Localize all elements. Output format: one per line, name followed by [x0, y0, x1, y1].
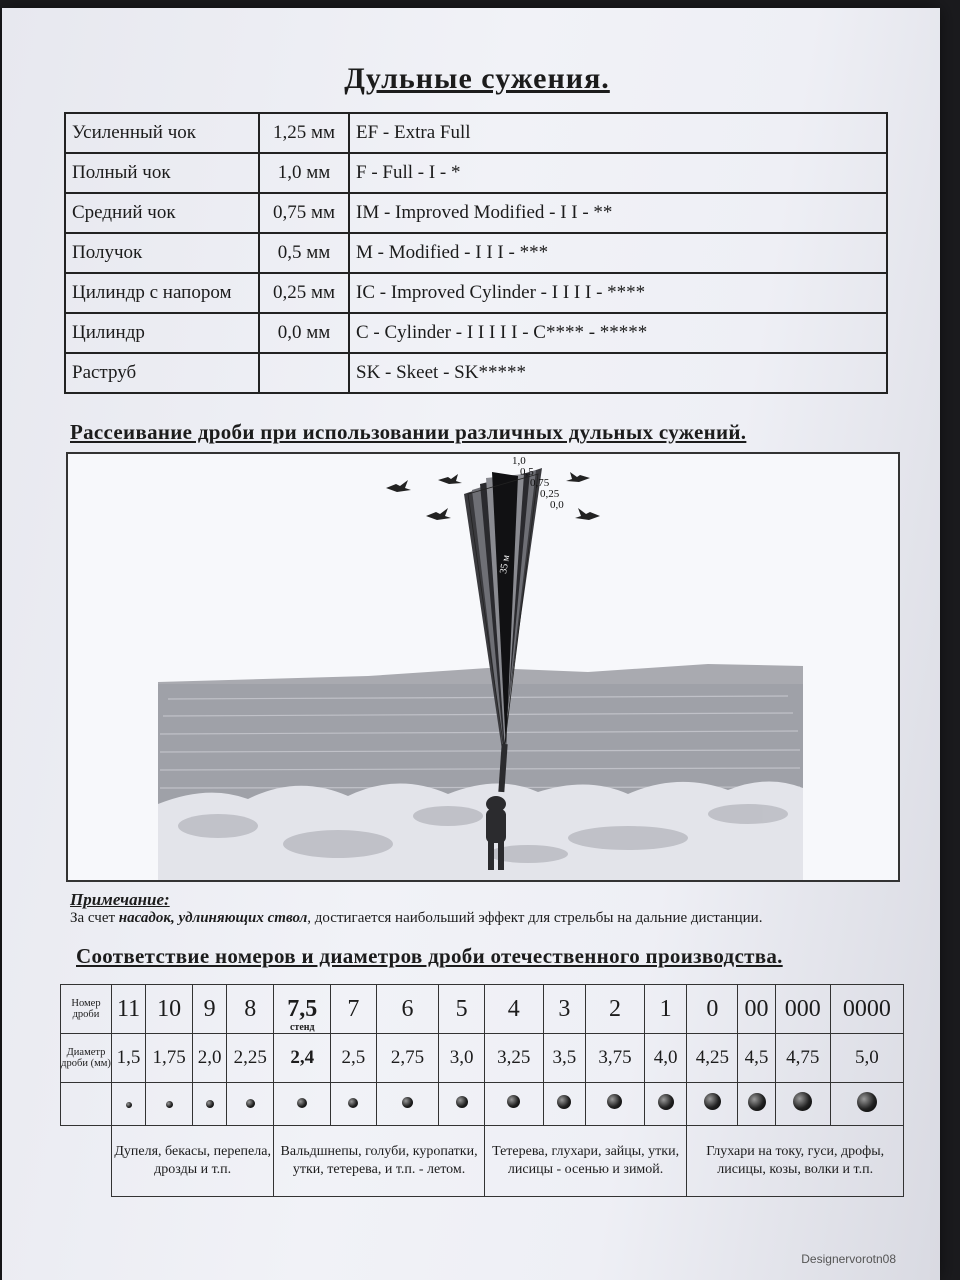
choke-constriction [259, 353, 349, 393]
shot-ball-cell [227, 1083, 274, 1126]
game-group-3: Тетерева, глухари, зайцы, утки, лисицы - осенью и зимой. [484, 1126, 687, 1197]
choke-name: Полный чок [65, 153, 259, 193]
choke-name: Цилиндр [65, 313, 259, 353]
shot-number-cell: 7 [331, 985, 376, 1034]
shot-diameter-cell: 3,0 [439, 1034, 484, 1083]
shot-number-cell: 6 [376, 985, 439, 1034]
shot-number-cell: 000 [775, 985, 830, 1034]
choke-label-5: 0,0 [550, 499, 564, 511]
shot-diameter-cell: 4,0 [644, 1034, 686, 1083]
game-group-2: Вальдшнепы, голуби, куропатки, утки, тетерева, и т.п. - летом. [274, 1126, 484, 1197]
shot-ball-icon [297, 1098, 307, 1108]
choke-name: Цилиндр с напором [65, 273, 259, 313]
shot-number-header: Номер дроби [61, 985, 112, 1034]
shot-number-cell: 0000 [830, 985, 903, 1034]
shot-number-cell: 0 [687, 985, 738, 1034]
shot-ball-icon [704, 1093, 721, 1110]
shot-diameter-cell: 2,4 [274, 1034, 331, 1083]
shot-ball-cell [439, 1083, 484, 1126]
shot-diameter-cell: 1,75 [146, 1034, 193, 1083]
shot-diameter-cell: 3,25 [484, 1034, 543, 1083]
shot-number-cell: 00 [738, 985, 775, 1034]
shot-ball-cell [112, 1083, 146, 1126]
distance-label: 35 м [498, 554, 513, 575]
choke-code: IC - Improved Cylinder - I I I I - **** [349, 273, 887, 313]
shot-number-cell: 3 [543, 985, 585, 1034]
shot-ball-cell [775, 1083, 830, 1126]
choke-constriction: 1,25 мм [259, 113, 349, 153]
choke-row [65, 193, 887, 233]
shot-number-cell: 8 [227, 985, 274, 1034]
shot-diameter-cell: 3,5 [543, 1034, 585, 1083]
shot-diameter-cell: 4,75 [775, 1034, 830, 1083]
choke-code: M - Modified - I I I - *** [349, 233, 887, 273]
shot-ball-icon [557, 1095, 571, 1109]
designer-credit: Designervorotn08 [801, 1252, 896, 1266]
choke-name: Получок [65, 233, 259, 273]
note-text: За счет насадок, удлиняющих ствол, достигается наибольший эффект для стрельбы на дальние дистанции. [70, 910, 763, 926]
shot-ball-icon [206, 1100, 214, 1108]
shot-ball-icon [456, 1096, 468, 1108]
shot-table-heading: Соответствие номеров и диаметров дроби отечественного производства. [76, 944, 783, 968]
choke-constriction: 0,25 мм [259, 273, 349, 313]
choke-label-4: 0,25 [540, 488, 560, 500]
document-sheet [2, 8, 940, 1280]
choke-constriction: 0,5 мм [259, 233, 349, 273]
choke-constriction: 0,75 мм [259, 193, 349, 233]
shot-diameter-header: Диаметр дроби (мм) [61, 1034, 112, 1083]
shot-ball-cell [830, 1083, 903, 1126]
shot-diameter-cell: 3,75 [586, 1034, 645, 1083]
shot-number-cell: 7,5 стенд [274, 985, 331, 1034]
shot-number-cell: 11 [112, 985, 146, 1034]
shot-ball-icon [857, 1092, 877, 1112]
choke-name: Средний чок [65, 193, 259, 233]
choke-row [65, 273, 887, 313]
choke-name: Раструб [65, 353, 259, 393]
note-heading: Примечание: [70, 890, 170, 909]
shot-diameter-cell: 2,5 [331, 1034, 376, 1083]
choke-code: IM - Improved Modified - I I - ** [349, 193, 887, 233]
choke-row [65, 233, 887, 273]
shot-ball-icon [793, 1092, 812, 1111]
shot-size-table [60, 984, 904, 1197]
shot-ball-icon [607, 1094, 622, 1109]
shot-diameter-cell: 1,5 [112, 1034, 146, 1083]
choke-constriction: 1,0 мм [259, 153, 349, 193]
ball-row-header [61, 1083, 112, 1126]
shot-diameter-cell: 2,0 [193, 1034, 227, 1083]
choke-name: Усиленный чок [65, 113, 259, 153]
choke-row [65, 353, 887, 393]
shot-ball-cell [738, 1083, 775, 1126]
shot-ball-icon [402, 1097, 413, 1108]
choke-code: F - Full - I - * [349, 153, 887, 193]
shot-diameter-cell: 2,25 [227, 1034, 274, 1083]
shot-ball-icon [507, 1095, 520, 1108]
choke-label-3: 0,75 [530, 477, 550, 489]
shot-ball-cell [376, 1083, 439, 1126]
shot-ball-cell [193, 1083, 227, 1126]
choke-table [64, 112, 888, 394]
choke-constriction: 0,0 мм [259, 313, 349, 353]
shot-ball-icon [126, 1102, 132, 1108]
shot-ball-icon [658, 1094, 674, 1110]
shot-ball-icon [348, 1098, 358, 1108]
shot-diameter-cell: 2,75 [376, 1034, 439, 1083]
choke-label-1: 1,0 [512, 455, 526, 467]
shot-ball-cell [687, 1083, 738, 1126]
shot-diameter-cell: 4,25 [687, 1034, 738, 1083]
shot-ball-cell [274, 1083, 331, 1126]
shot-diameter-cell: 5,0 [830, 1034, 903, 1083]
choke-row [65, 313, 887, 353]
dispersion-heading: Рассеивание дроби при использовании различных дульных сужений. [70, 420, 747, 444]
shot-number-cell: 4 [484, 985, 543, 1034]
shot-ball-icon [166, 1101, 173, 1108]
dispersion-illustration [68, 454, 898, 880]
choke-label-2: 0,5 [520, 466, 534, 478]
shot-dispersion-figure [66, 452, 900, 882]
choke-code: SK - Skeet - SK***** [349, 353, 887, 393]
shot-number-cell: 9 [193, 985, 227, 1034]
game-group-1: Дупеля, бекасы, перепела, дрозды и т.п. [112, 1126, 274, 1197]
shot-ball-cell [146, 1083, 193, 1126]
shot-ball-cell [543, 1083, 585, 1126]
shot-diameter-cell: 4,5 [738, 1034, 775, 1083]
choke-code: C - Cylinder - I I I I I - C**** - ***** [349, 313, 887, 353]
shot-ball-cell [586, 1083, 645, 1126]
game-group-4: Глухари на току, гуси, дрофы, лисицы, козы, волки и т.п. [687, 1126, 904, 1197]
shot-number-cell: 5 [439, 985, 484, 1034]
stand-label: стенд [289, 1022, 315, 1033]
page-title: Дульные сужения. [344, 62, 610, 95]
shot-ball-icon [246, 1099, 255, 1108]
shot-ball-cell [484, 1083, 543, 1126]
shot-ball-icon [748, 1093, 766, 1111]
choke-row [65, 113, 887, 153]
choke-code: EF - Extra Full [349, 113, 887, 153]
shot-number-cell: 1 [644, 985, 686, 1034]
choke-row [65, 153, 887, 193]
shot-number-cell: 2 [586, 985, 645, 1034]
shot-ball-cell [644, 1083, 686, 1126]
shot-ball-cell [331, 1083, 376, 1126]
shot-number-cell: 10 [146, 985, 193, 1034]
